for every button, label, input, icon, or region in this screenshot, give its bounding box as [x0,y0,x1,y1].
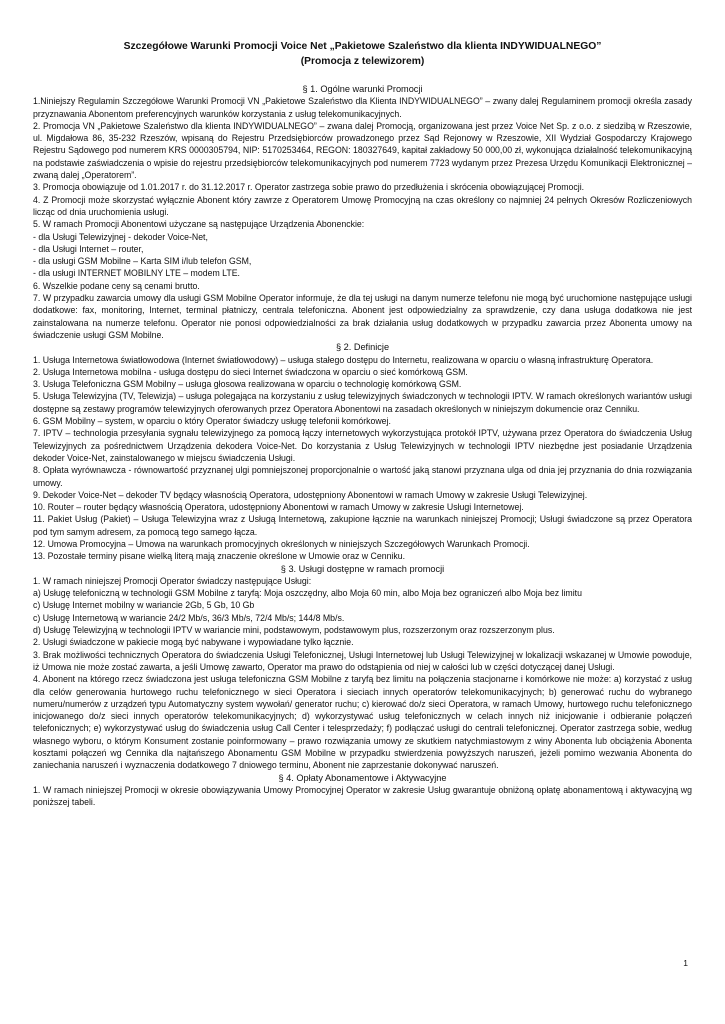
section-1 [33,83,692,341]
section-paragraph: 6. Wszelkie podane ceny są cenami brutto. [33,280,200,291]
page-number: 1 [683,958,688,968]
document-title-line-1: Szczegółowe Warunki Promocji Voice Net „Pakietowe Szaleństwo dla klienta INDYWIDUALNEGO” [123,41,602,52]
section-heading: § 2. Definicje [335,342,390,353]
section-paragraph: 1. W ramach niniejszej Promocji w okresie obowiązywania Umowy Promocyjnej Operator w zakresie Usług gwarantuje obniżoną opłatę abonamentową i aktywacyjną wg poniższej tabeli. [33,784,692,808]
section-3 [33,563,692,772]
section-paragraph: - dla usługi GSM Mobilne – Karta SIM i/lub telefon GSM, [33,256,252,267]
section-paragraph: - dla Usługi Telewizyjnej - dekoder Voice-Net, [33,231,208,242]
section-paragraph: 2. Usługi świadczone w pakiecie mogą być nabywane i wypowiadane tylko łącznie. [33,637,354,648]
document-title [33,40,692,69]
section-paragraph: 5. W ramach Promocji Abonentowi użyczane są następujące Urządzenia Abonenckie: [33,219,365,230]
section-paragraph: 7. IPTV – technologia przesyłania sygnału telewizyjnego za pomocą łączy internetowych wykorzystująca protokół IPTV, używana przez Operatora do świadczenia Usług Telewizyjnych za pośrednictwem Urządzenia dekodera Voice-Net. Do korzystania z Usług Telewizyjnych w technologii IPTV niezbędne jest posiadanie Urządzenia dekoder Voice-Net, zainstalowanego w miejscu świadczenia Usługi. [33,428,692,463]
section-paragraph: 12. Umowa Promocyjna – Umowa na warunkach promocyjnych określonych w niniejszych Szczegółowych Warunkach Promocji. [33,538,530,549]
section-paragraph: 6. GSM Mobilny – system, w oparciu o który Operator świadczy usługę telefonii komórkowej. [33,416,391,427]
section-4 [33,772,692,809]
section-heading: § 3. Usługi dostępne w ramach promocji [280,563,445,574]
section-paragraph: 3. Usługa Telefoniczna GSM Mobilny – usługa głosowa realizowana w oparciu o technologię komórkową GSM. [33,379,462,390]
section-2 [33,341,692,562]
section-paragraph: 1. Usługa Internetowa światłowodowa (Internet światłowodowy) – usługa stałego dostępu do Internetu, realizowana w oparciu o własną infrastrukturę Operatora. [33,354,654,365]
section-paragraph: 2. Promocja VN „Pakietowe Szaleństwo dla klienta INDYWIDUALNEGO” – zwana dalej Promocją, organizowana jest przez Voice Net Sp. z o.o. z siedzibą w Rzeszowie, ul. Migdałowa 86, 35-232 Rzeszów, wpisaną do Rejestru Przedsiębiorców prowadzonego przez Sąd Rejonowy w Rzeszowie, XII Wydział Gospodarczy Krajowego Rejestru Sądowego pod numerem KRS 0000305794, NIP: 5170253464, REGON: 180327649, kapitał zakładowy 50 000,00 zł, wykonująca działalność telekomunikacyjną na podstawie zaświadczenia o wpisie do rejestru przedsiębiorców telekomunikacyjnych pod numerem 7723 wydanym przez Prezesa Urzędu Komunikacji Elektronicznej – zwaną dalej „Operatorem”. [33,120,692,181]
section-heading: § 1. Ogólne warunki Promocji [302,84,423,94]
section-paragraph: 10. Router – router będący własnością Operatora, udostępniony Abonentowi w ramach Umowy w zakresie Usługi Internetowej. [33,502,524,513]
section-paragraph: - dla usługi INTERNET MOBILNY LTE – modem LTE. [33,268,240,279]
section-paragraph: 4. Z Promocji może skorzystać wyłącznie Abonent który zawrze z Operatorem Umowę Promocyjną na czas określony co najmniej 24 pełnych Okresów Rozliczeniowych licząc od dnia uruchomienia usługi. [33,194,692,217]
section-paragraph: 9. Dekoder Voice-Net – dekoder TV będący własnością Operatora, udostępniony Abonentowi w ramach Umowy w zakresie Usługi Telewizyjnej. [33,489,588,500]
section-paragraph: 1.Niniejszy Regulamin Szczegółowe Warunki Promocji VN „Pakietowe Szaleństwo dla Klienta INDYWIDUALNEGO” – zwany dalej Regulaminem promocji określa zasady przyznawania Abonentom preferencyjnych warunków korzystania z usług telekomunikacyjnych. [33,96,692,119]
section-paragraph: - dla Usługi Internet – router, [33,243,144,254]
section-paragraph: 13. Pozostałe terminy pisane wielką literą mają znaczenie określone w Umowie oraz w Cenniku. [33,551,406,562]
section-paragraph: 11. Pakiet Usług (Pakiet) – Usługa Telewizyjna wraz z Usługą Internetową, zakupione łącznie na warunkach niniejszej Promocji; Usługi świadczone są przez Operatora pod tym samym adresem, za pomocą tego samego łącza. [33,514,692,537]
section-paragraph: 3. Promocja obowiązuje od 1.01.2017 r. do 31.12.2017 r. Operator zastrzega sobie prawo do przedłużenia i skrócenia obowiązującej Promocji. [33,182,585,193]
section-paragraph: d) Usługę Telewizyjną w technologii IPTV w wariancie mini, podstawowym, podstawowym plus, rozszerzonym oraz rozszerzonym plus. [33,625,555,636]
section-paragraph: 2. Usługa Internetowa mobilna - usługa dostępu do sieci Internet świadczona w oparciu o sieć komórkową GSM. [33,366,468,377]
section-paragraph: 7. W przypadku zawarcia umowy dla usługi GSM Mobilne Operator informuje, że dla tej usługi na danym numerze telefonu nie mogą być uruchomione następujące usługi dodatkowe: fax, monitoring, Internet, terminal płatniczy, centrala telefoniczna. Abonent jest odpowiedzialny za sprawdzenie, czy dana usługa dodatkowa nie jest zainstalowana na numerze telefonu. Operator nie ponosi odpowiedzialności za brak działania usług dodatkowych w przypadku zawarcia przez Abonenta umowy na świadczenie usługi GSM Mobilne. [33,293,692,340]
section-paragraph: 5. Usługa Telewizyjna (TV, Telewizja) – usługa polegająca na korzystaniu z usług telewizyjnych świadczonych w technologii IPTV. W ramach określonych wariantów usługi dostępne są zestawy programów telewizyjnych oferowanych przez Operatora Abonentowi na zasadach określonych w niniejszym dokumencie oraz Cenniku. [33,391,692,414]
section-paragraph: c) Usługę Internet mobilny w wariancie 2Gb, 5 Gb, 10 Gb [33,600,255,611]
section-paragraph: a) Usługę telefoniczną w technologii GSM Mobilne z taryfą: Moja oszczędny, albo Moja 60 min, albo Moja bez ograniczeń albo Moja bez limitu [33,588,582,599]
section-paragraph: 4. Abonent na którego rzecz świadczona jest usługa telefoniczna GSM Mobilne z taryfą bez limitu na połączenia stacjonarne i komórkowe nie może: a) korzystać z usług dla celów generowania hurtowego ruchu telefonicznego w sieci Operatora i sieciach innych operatorów telekomunikacyjnych; b) generować ruchu do wybranego numeru/numerów z urządzeń typu Automatyczny system wywołań/ generator ruchu; c) kierować do/z sieci Operatora, w ramach Umowy, hurtowego ruchu telefonicznego inicjowanego do/z sieci innych operatorów telekomunikacyjnych; d) wykorzystywać usług telefonicznych w celach innych niż inicjowanie i odbieranie połączeń telefonicznych; e) wykorzystywać usług do świadczenia usług Call Center i telesprzedaży; f) podłączać usługi do centrali telefonicznej. Operator zastrzega sobie, według własnego wyboru, o którym Konsument zostanie poinformowany – prawo rozwiązania umowy ze skutkiem natychmiastowym z winy Abonenta lub obciążenia Abonenta kosztami połączeń wg Cennika dla najtańszego Abonamentu GSM Mobilne w przypadku stwierdzenia powyższych naruszeń, jeżeli pomimo wezwania Abonenta do zaniechania naruszeń i wyznaczenia dodatkowego 7 dniowego terminu, Abonent nie zaprzestanie dokonywać naruszeń. [33,674,692,771]
section-heading: § 4. Opłaty Abonamentowe i Aktywacyjne [278,772,447,783]
section-paragraph: 1. W ramach niniejszej Promocji Operator świadczy następujące Usługi: [33,575,312,586]
section-paragraph: 8. Opłata wyrównawcza - równowartość przyznanej ulgi pomniejszonej proporcjonalnie o wartość jaką stanowi przyznana ulga od dnia jej przyznania do dnia rozwiązania umowy. [33,465,692,488]
section-paragraph: c) Usługę Internetową w wariancie 24/2 Mb/s, 36/3 Mb/s, 72/4 Mb/s; 144/8 Mb/s. [33,612,345,623]
document-title-line-2: (Promocja z telewizorem) [300,55,425,67]
section-paragraph: 3. Brak możliwości technicznych Operatora do świadczenia Usługi Telefonicznej, Usługi Internetowej lub Usługi Telewizyjnej w lokalizacji wskazanej w Umowie powoduje, iż Umowa nie może zostać zawarta, a jeśli Umowę zawarto, Operator ma prawo do odstąpienia od niej w całości lub w części dotyczącej danej Usługi. [33,649,692,672]
document-body [33,83,692,809]
